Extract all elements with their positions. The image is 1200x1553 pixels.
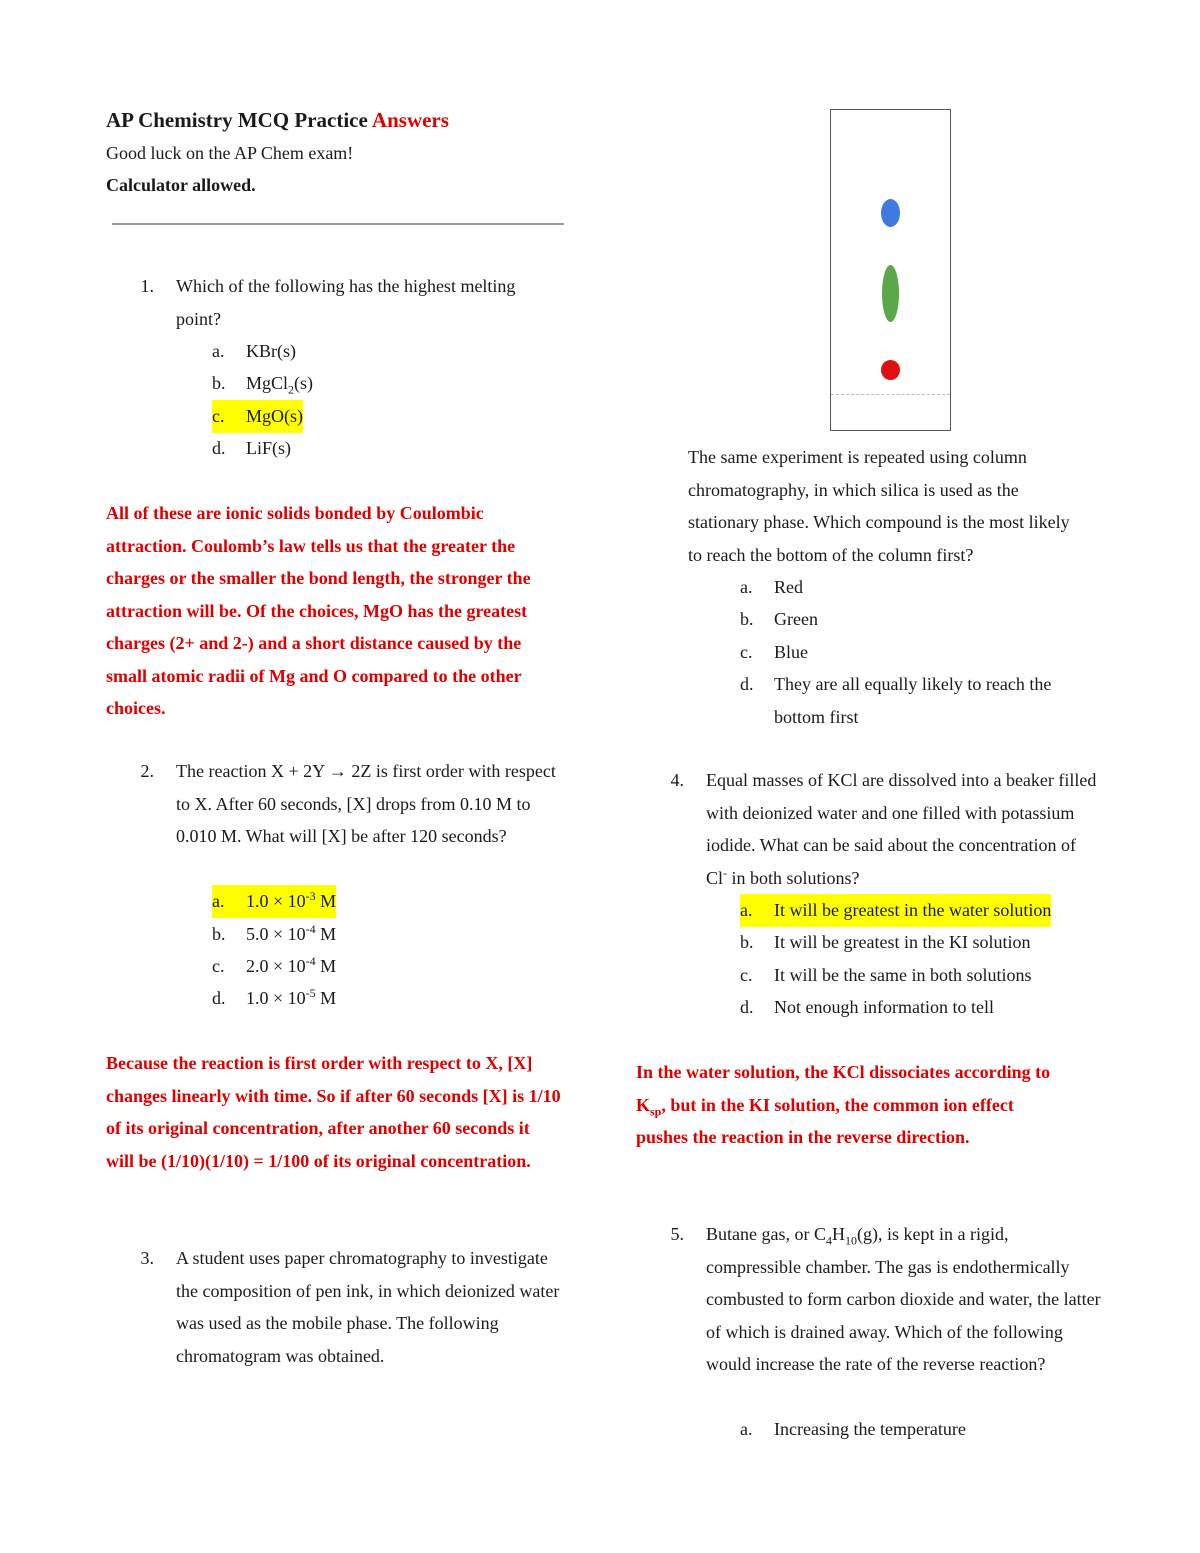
baseline: [831, 394, 950, 395]
question-2-text: The reaction X + 2Y → 2Z is first order with respect to X. After 60 seconds, [X] drops from 0.10 M to 0.010 M. What will [X] be after 120 seconds?: [176, 761, 556, 846]
q1-option-d[interactable]: d. LiF(s): [212, 438, 291, 458]
chromatogram-plate: [830, 109, 951, 431]
q3-option-a[interactable]: a. Red: [740, 577, 803, 597]
q1-option-c-correct[interactable]: c. MgO(s): [212, 400, 303, 433]
q2-option-b[interactable]: b. $5.0 \times 10^{-4}$ M: [212, 922, 337, 944]
q4-explanation: In the water solution, the KCl dissociates according to $K_{sp}$, but in the KI solution, the common ion effect pushes the reaction in the reverse direction.: [636, 1062, 1051, 1147]
q3-option-c[interactable]: c. Blue: [740, 642, 808, 662]
divider: [112, 223, 564, 225]
green-spot: [882, 265, 899, 322]
question-3-text: A student uses paper chromatography to investigate the composition of pen ink, in which deionized water was used as the mobile phase. The following chromatogram was obtained.: [176, 1248, 560, 1366]
q2-explanation: Because the reaction is first order with respect to X, [X] changes linearly with time. So if after 60 seconds [X] is 1/10 of its original concentration, after another 60 seconds it will be (1/10)(1/10) = 1/100 of its original concentration.: [106, 1053, 561, 1171]
question-1-text: Which of the following has the highest melting point?: [176, 276, 516, 329]
q2-option-a-correct[interactable]: a. $1.0 \times 10^{-3}$ M: [212, 885, 336, 918]
question-3-followup: The same experiment is repeated using column chromatography, in which silica is used as the stationary phase. Which compound is the most likely to reach the bottom of the column first?: [688, 447, 1070, 565]
q4-option-c[interactable]: c. It will be the same in both solutions: [740, 965, 1032, 985]
q1-explanation: All of these are ionic solids bonded by Coulombic attraction. Coulomb’s law tells us that the greater the charges or the smaller the bond length, the stronger the attraction will be. Of the choices, MgO has the greatest charges (2+ and 2-) and a short distance caused by the small atomic radii of Mg and O compared to the other choices.: [106, 503, 531, 718]
q5-option-a[interactable]: a. Increasing the temperature: [740, 1419, 966, 1439]
q3-option-b[interactable]: b. Green: [740, 609, 818, 629]
red-spot: [881, 360, 900, 380]
subtitle: Good luck on the AP Chem exam!: [106, 143, 354, 163]
page-title: AP Chemistry MCQ Practice Answers: [106, 108, 449, 132]
q4-option-b[interactable]: b. It will be greatest in the KI solution: [740, 932, 1031, 952]
blue-spot: [881, 199, 900, 227]
q1-option-b[interactable]: b. MgCl$_2$(s): [212, 373, 314, 397]
calculator-note: Calculator allowed.: [106, 175, 256, 195]
q1-option-a[interactable]: a. KBr(s): [212, 341, 296, 361]
q2-option-d[interactable]: d. $1.0 \times 10^{-5}$ M: [212, 986, 337, 1008]
title-accent: Answers: [371, 108, 449, 132]
q4-option-d[interactable]: d. Not enough information to tell: [740, 997, 994, 1017]
q3-option-d[interactable]: d. They are all equally likely to reach the: [740, 674, 1052, 694]
question-5-text: Butane gas, or $C_4H_{10}(g)$, is kept in a rigid, compressible chamber. The gas is endothermically combusted to form carbon dioxide and water, the latter of which is drained away. Which of the following would increase the rate of the reverse reaction?: [706, 1224, 1101, 1374]
q3-option-d-continued: bottom first: [774, 707, 859, 727]
question-4-text: Equal masses of KCl are dissolved into a beaker filled with deionized water and one filled with potassium iodide. What can be said about the concentration of Cl- in both solutions?: [706, 770, 1097, 888]
q2-option-c[interactable]: c. $2.0 \times 10^{-4}$ M: [212, 954, 337, 976]
q4-option-a-correct[interactable]: a. It will be greatest in the water solution: [740, 894, 1051, 927]
